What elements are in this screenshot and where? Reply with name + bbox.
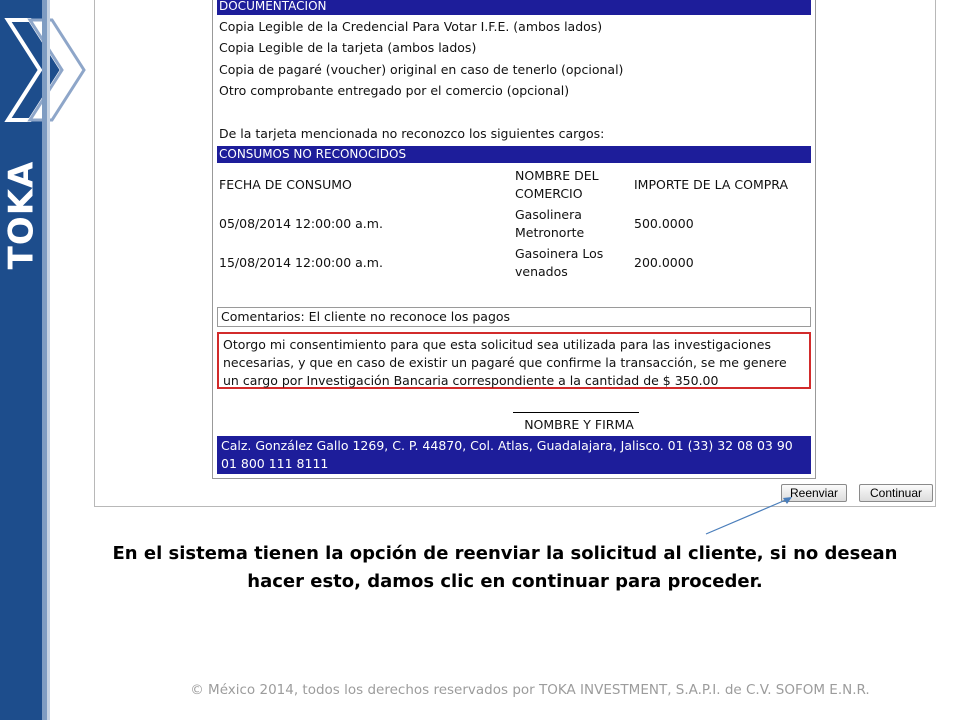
brand-stripe-light <box>47 0 50 720</box>
table-cell-importe: 500.0000 <box>634 216 694 231</box>
section-header-documentation: DOCUMENTACIÓN <box>217 0 811 15</box>
documentation-item: Copia Legible de la Credencial Para Votar I.F.E. (ambos lados) <box>219 19 603 34</box>
comments-box: Comentarios: El cliente no reconoce los pagos <box>217 307 811 327</box>
section-header-unrecognized: CONSUMOS NO RECONOCIDOS <box>217 146 811 163</box>
continuar-button[interactable]: Continuar <box>859 484 933 502</box>
documentation-item: Copia de pagaré (voucher) original en caso de tenerlo (opcional) <box>219 62 624 77</box>
signature-label: NOMBRE Y FIRMA <box>524 417 634 432</box>
column-header-importe: IMPORTE DE LA COMPRA <box>634 177 789 192</box>
pointer-arrow-icon <box>700 494 800 538</box>
brand-logo-text: TOKA <box>1 160 42 270</box>
consent-text: Otorgo mi consentimiento para que esta solicitud sea utilizada para las investigaciones necesarias, y que en caso de existir un pagaré que confirme la transacción, se me genere un cargo por Investigación Bancaria correspondiente a la cantidad de $ 350.00 <box>217 332 811 389</box>
request-document <box>212 0 816 479</box>
column-header-comercio: NOMBRE DEL COMERCIO <box>515 168 599 201</box>
table-cell-comercio: Gasoinera Los venados <box>515 246 604 279</box>
instruction-caption: En el sistema tienen la opción de reenviar la solicitud al cliente, si no desean hacer esto, damos clic en continuar para proceder. <box>112 543 898 592</box>
table-cell-comercio: Gasolinera Metronorte <box>515 207 585 240</box>
address-footer: Calz. González Gallo 1269, C. P. 44870, Col. Atlas, Guadalajara, Jalisco. 01 (33) 32 08 03 90 01 800 111 8111 <box>217 436 811 474</box>
table-cell-fecha: 15/08/2014 12:00:00 a.m. <box>219 255 383 270</box>
table-cell-fecha: 05/08/2014 12:00:00 a.m. <box>219 216 383 231</box>
reenviar-button[interactable]: Reenviar <box>781 484 847 502</box>
charges-intro: De la tarjeta mencionada no reconozco los siguientes cargos: <box>219 126 605 141</box>
column-header-fecha: FECHA DE CONSUMO <box>219 177 352 192</box>
brand-sidebar <box>0 0 42 720</box>
table-cell-importe: 200.0000 <box>634 255 694 270</box>
documentation-item: Copia Legible de la tarjeta (ambos lados) <box>219 40 477 55</box>
signature-line <box>513 412 639 413</box>
copyright-notice: © México 2014, todos los derechos reservados por TOKA INVESTMENT, S.A.P.I. de C.V. SOFOM E.N.R. <box>190 682 870 698</box>
documentation-item: Otro comprobante entregado por el comercio (opcional) <box>219 83 570 98</box>
brand-logo <box>0 160 42 270</box>
